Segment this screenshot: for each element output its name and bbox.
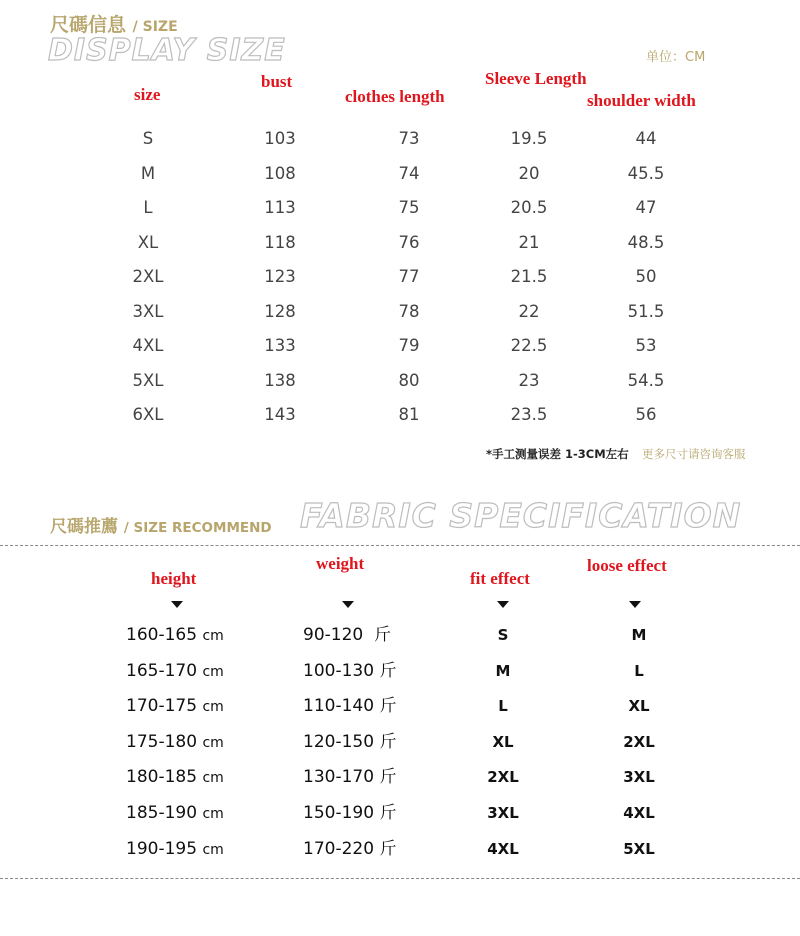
fabric-specification-ghost-title: FABRIC SPECIFICATION (300, 496, 742, 535)
contact-service-note: 更多尺寸请咨询客服 (642, 447, 746, 461)
cell-fit: 3XL (487, 803, 519, 822)
cell-weight: 130-170 斤 (303, 767, 397, 788)
cell-height: 180-185 cm (126, 767, 224, 788)
cell-loose: 2XL (623, 732, 655, 751)
cell-weight: 110-140 斤 (303, 696, 397, 717)
header-fit-effect: fit effect (470, 569, 530, 588)
cell-sleeve: 20 (518, 163, 540, 183)
cell-sleeve: 21.5 (510, 267, 548, 286)
table-row (0, 191, 800, 226)
cell-fit: 4XL (487, 839, 519, 858)
cell-size: S (142, 129, 154, 148)
recommend-section-title-en: / SIZE RECOMMEND (123, 520, 272, 536)
cell-fit: 2XL (487, 768, 519, 787)
cell-loose: M (631, 626, 647, 644)
table-row (0, 329, 800, 364)
cell-shoulder: 47 (635, 198, 657, 217)
table-row (0, 654, 800, 690)
cell-weight: 120-150 斤 (303, 731, 397, 752)
cell-length: 78 (398, 301, 420, 321)
cell-shoulder: 50 (635, 267, 657, 286)
arrow-down-icon (629, 601, 641, 608)
cell-height: 185-190 cm (126, 802, 224, 823)
cell-shoulder: 45.5 (627, 163, 665, 183)
cell-bust: 133 (264, 336, 296, 355)
cell-loose: 5XL (623, 839, 655, 858)
header-shoulder-width: shoulder width (587, 91, 696, 110)
header-size: size (134, 85, 161, 104)
cell-fit: M (495, 661, 511, 680)
cell-weight: 100-130 斤 (303, 660, 397, 681)
cell-sleeve: 22.5 (510, 336, 548, 355)
header-sleeve-length: Sleeve Length (485, 69, 587, 88)
cell-bust: 143 (264, 405, 296, 424)
header-height: height (151, 569, 197, 588)
cell-size: L (143, 198, 153, 217)
table-row (0, 295, 800, 330)
table-row (0, 618, 800, 654)
cell-size: 3XL (132, 301, 164, 321)
cell-sleeve: 20.5 (510, 198, 548, 217)
cell-length: 73 (398, 129, 420, 148)
cell-size: 4XL (132, 336, 164, 355)
cell-loose: L (634, 661, 644, 680)
cell-length: 75 (398, 198, 420, 217)
display-size-ghost-title: DISPLAY SIZE (48, 33, 286, 68)
table-row (0, 122, 800, 157)
table-row (0, 157, 800, 192)
cell-bust: 108 (264, 163, 296, 183)
unit-label: 单位：CM (646, 50, 706, 65)
cell-size: 2XL (132, 267, 164, 286)
cell-height: 165-170 cm (126, 660, 224, 681)
cell-height: 190-195 cm (126, 838, 224, 859)
arrow-down-icon (497, 601, 509, 608)
cell-size: 5XL (132, 370, 164, 390)
header-clothes-length: clothes length (345, 87, 445, 106)
cell-shoulder: 44 (635, 129, 657, 148)
cell-shoulder: 51.5 (627, 301, 665, 321)
recommend-section-title: 尺碼推薦 / SIZE RECOMMEND (50, 517, 272, 537)
cell-shoulder: 54.5 (627, 370, 665, 390)
table-row (0, 760, 800, 796)
table-row (0, 689, 800, 725)
cell-height: 175-180 cm (126, 731, 224, 752)
cell-height: 170-175 cm (126, 696, 224, 717)
header-weight: weight (316, 554, 365, 573)
table-row (0, 832, 800, 868)
cell-size: XL (137, 232, 159, 252)
cell-loose: 3XL (623, 768, 655, 787)
dashed-divider-top (0, 545, 800, 546)
table-row (0, 226, 800, 261)
cell-shoulder: 48.5 (627, 232, 665, 252)
size-section-title-en: / SIZE (132, 19, 178, 35)
table-row (0, 364, 800, 399)
recommend-table (0, 618, 800, 867)
cell-sleeve: 22 (518, 301, 540, 321)
cell-length: 79 (398, 336, 420, 355)
table-row (0, 796, 800, 832)
cell-size: 6XL (132, 405, 164, 424)
cell-weight: 150-190 斤 (303, 802, 397, 823)
cell-length: 80 (398, 370, 420, 390)
header-loose-effect: loose effect (587, 556, 667, 575)
cell-length: 81 (398, 405, 420, 424)
cell-bust: 123 (264, 267, 296, 286)
arrow-down-icon (342, 601, 354, 608)
cell-loose: XL (628, 697, 650, 716)
cell-weight: 90-120 斤 (303, 625, 392, 645)
cell-length: 74 (398, 163, 420, 183)
cell-fit: S (497, 626, 509, 644)
cell-bust: 103 (264, 129, 296, 148)
arrow-down-icon (171, 601, 183, 608)
measurement-error-note: *手工测量误差 1-3CM左右 (486, 447, 629, 461)
cell-bust: 113 (264, 198, 296, 217)
cell-fit: XL (492, 732, 514, 751)
cell-loose: 4XL (623, 803, 655, 822)
cell-sleeve: 21 (518, 232, 540, 252)
cell-length: 76 (398, 232, 420, 252)
cell-shoulder: 56 (635, 405, 657, 424)
size-section-title: 尺碼信息 / SIZE (50, 14, 178, 36)
cell-bust: 128 (264, 301, 296, 321)
cell-bust: 118 (264, 232, 296, 252)
size-table (0, 122, 800, 433)
table-row (0, 725, 800, 761)
cell-height: 160-165 cm (126, 625, 224, 645)
cell-sleeve: 23.5 (510, 405, 548, 424)
cell-fit: L (498, 697, 508, 716)
cell-bust: 138 (264, 370, 296, 390)
cell-size: M (140, 163, 156, 183)
table-row (0, 398, 800, 433)
cell-length: 77 (398, 267, 420, 286)
cell-sleeve: 19.5 (510, 129, 548, 148)
cell-shoulder: 53 (635, 336, 657, 355)
dashed-divider-bottom (0, 878, 800, 879)
table-row (0, 260, 800, 295)
cell-sleeve: 23 (518, 370, 540, 390)
cell-weight: 170-220 斤 (303, 838, 397, 859)
header-bust: bust (261, 72, 293, 91)
